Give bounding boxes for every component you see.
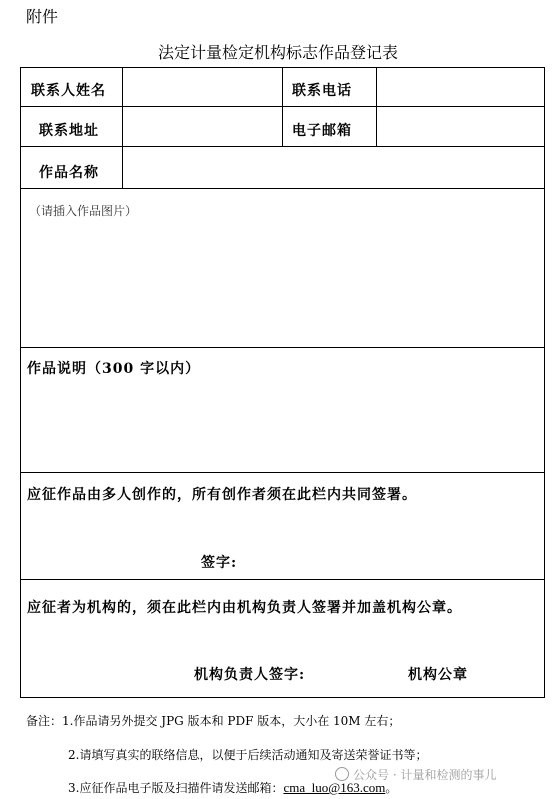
submission-email-link[interactable]: cma_luo@163.com (283, 780, 386, 795)
address-label: 联系地址 (39, 123, 99, 139)
column-divider (122, 68, 123, 188)
registration-form (20, 67, 545, 698)
seal-label: 机构公章 (408, 667, 468, 683)
signature-label: 签字: (201, 555, 238, 571)
form-title: 法定计量检定机构标志作品登记表 (157, 43, 398, 62)
attachment-label: 附件 (26, 7, 59, 26)
contact-phone-field[interactable] (379, 70, 541, 104)
work-name-label: 作品名称 (39, 165, 99, 181)
co-creator-note: 应征作品由多人创作的，所有创作者须在此栏内共同签署。 (27, 487, 417, 503)
image-placeholder-hint: （请插入作品图片） (29, 204, 138, 218)
contact-phone-label: 联系电话 (292, 83, 352, 99)
contact-name-field[interactable] (125, 70, 279, 104)
contact-name-label: 联系人姓名 (31, 83, 106, 99)
row-divider (21, 146, 544, 147)
head-signature-label: 机构负责人签字: (194, 667, 306, 683)
watermark-text: 公众号 · 计量和检测的事儿 (353, 768, 497, 782)
email-field[interactable] (379, 109, 541, 144)
row-divider (21, 579, 544, 580)
column-divider (282, 68, 283, 146)
note-2: 2.请填写真实的联络信息，以便于后续活动通知及寄送荣誉证书等； (68, 748, 428, 762)
description-label: 作品说明（300 字以内） (27, 361, 201, 377)
wechat-official-account-icon (335, 767, 349, 781)
email-label: 电子邮箱 (292, 123, 352, 139)
row-divider (21, 347, 544, 348)
institution-note: 应征者为机构的，须在此栏内由机构负责人签署并加盖机构公章。 (27, 600, 462, 616)
note-3-end: 。 (385, 781, 398, 795)
row-divider (21, 472, 544, 473)
note-3: 3.应征作品电子版及扫描件请发送邮箱： (68, 781, 284, 795)
column-divider (376, 68, 377, 146)
watermark (335, 766, 496, 783)
work-name-field[interactable] (125, 149, 541, 186)
notes-line-1 (26, 712, 400, 729)
note-1: 1.作品请另外提交 JPG 版本和 PDF 版本，大小在 10M 左右； (62, 714, 401, 728)
notes-prefix: 备注： (26, 714, 63, 728)
address-field[interactable] (125, 109, 279, 144)
row-divider (21, 188, 544, 189)
